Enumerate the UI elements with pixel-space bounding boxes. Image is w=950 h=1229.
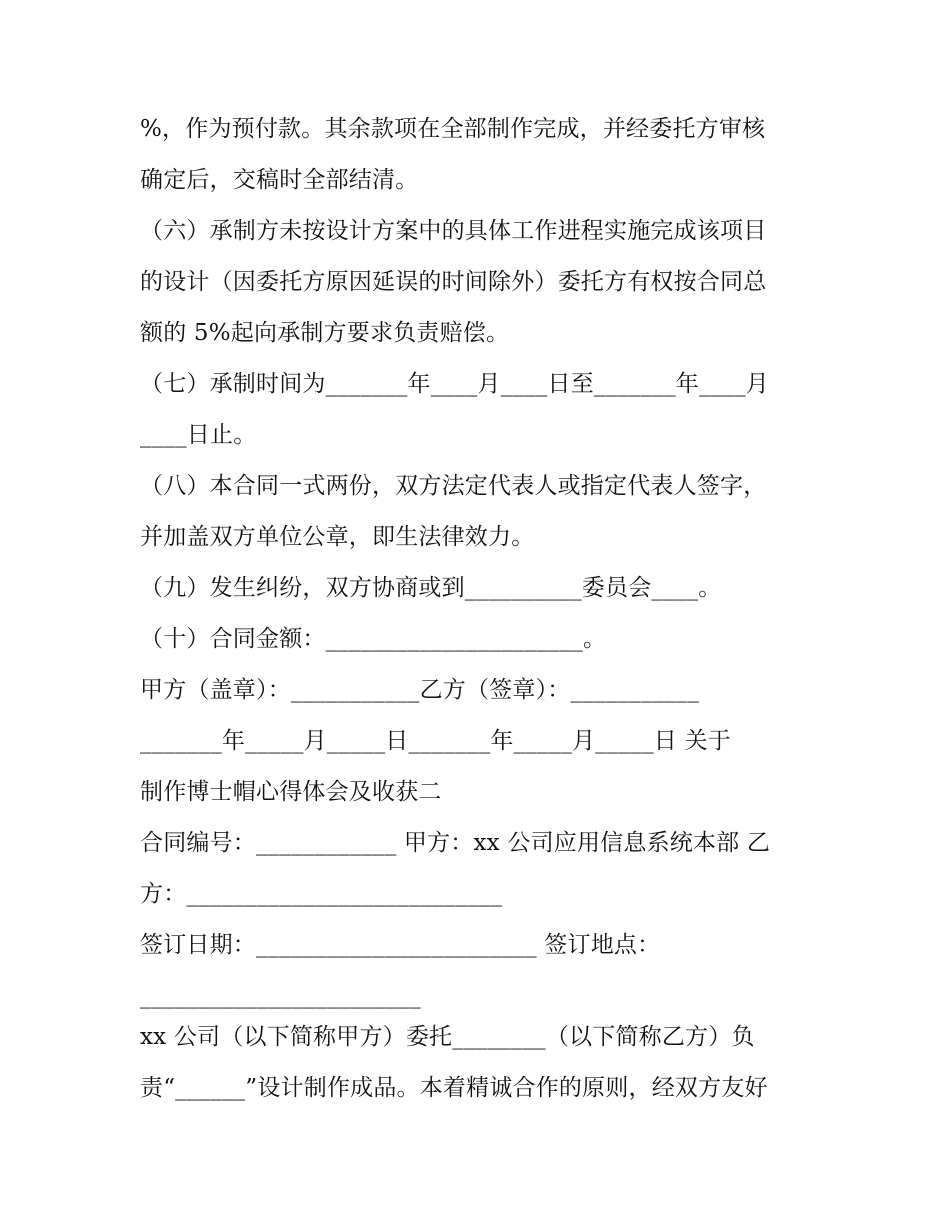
text-line-11: （十）合同金额：______________________。 bbox=[140, 626, 607, 652]
text-line-16: 方：___________________________ bbox=[140, 881, 503, 907]
text-line-9: 并加盖双方单位公章，即生法律效力。 bbox=[140, 524, 535, 550]
text-line-6: （七）承制时间为_______年____月____日至_______年____月 bbox=[140, 371, 769, 397]
text-line-15: 合同编号：____________ 甲方：xx 公司应用信息系统本部 乙 bbox=[140, 830, 771, 856]
text-line-7: ____日止。 bbox=[140, 422, 257, 448]
text-line-3: （六）承制方未按设计方案中的具体工作进程实施完成该项目 bbox=[140, 218, 767, 244]
text-line-2: 确定后，交稿时全部结清。 bbox=[140, 167, 419, 193]
text-line-8: （八）本合同一式两份，双方法定代表人或指定代表人签字， bbox=[140, 473, 767, 499]
text-line-20: 责“______”设计制作成品。本着精诚合作的原则，经双方友好 bbox=[140, 1075, 768, 1101]
text-line-1: %，作为预付款。其余款项在全部制作完成，并经委托方审核 bbox=[140, 116, 766, 142]
text-line-17: 签订日期：________________________ 签订地点： bbox=[140, 932, 661, 958]
text-line-10: （九）发生纠纷，双方协商或到__________委员会____。 bbox=[140, 575, 722, 601]
text-line-5: 额的 5%起向承制方要求负责赔偿。 bbox=[140, 320, 510, 346]
text-line-19: xx 公司（以下简称甲方）委托________（以下简称乙方）负 bbox=[140, 1024, 755, 1050]
text-line-14: 制作博士帽心得体会及收获二 bbox=[140, 779, 442, 805]
text-line-13: _______年_____月_____日_______年_____月_____日 关于 bbox=[140, 728, 731, 754]
text-line-4: 的设计（因委托方原因延误的时间除外）委托方有权按合同总 bbox=[140, 269, 767, 295]
text-line-18: ________________________ bbox=[140, 983, 421, 1009]
text-line-12: 甲方（盖章）：___________乙方（签章）：___________ bbox=[140, 677, 700, 703]
